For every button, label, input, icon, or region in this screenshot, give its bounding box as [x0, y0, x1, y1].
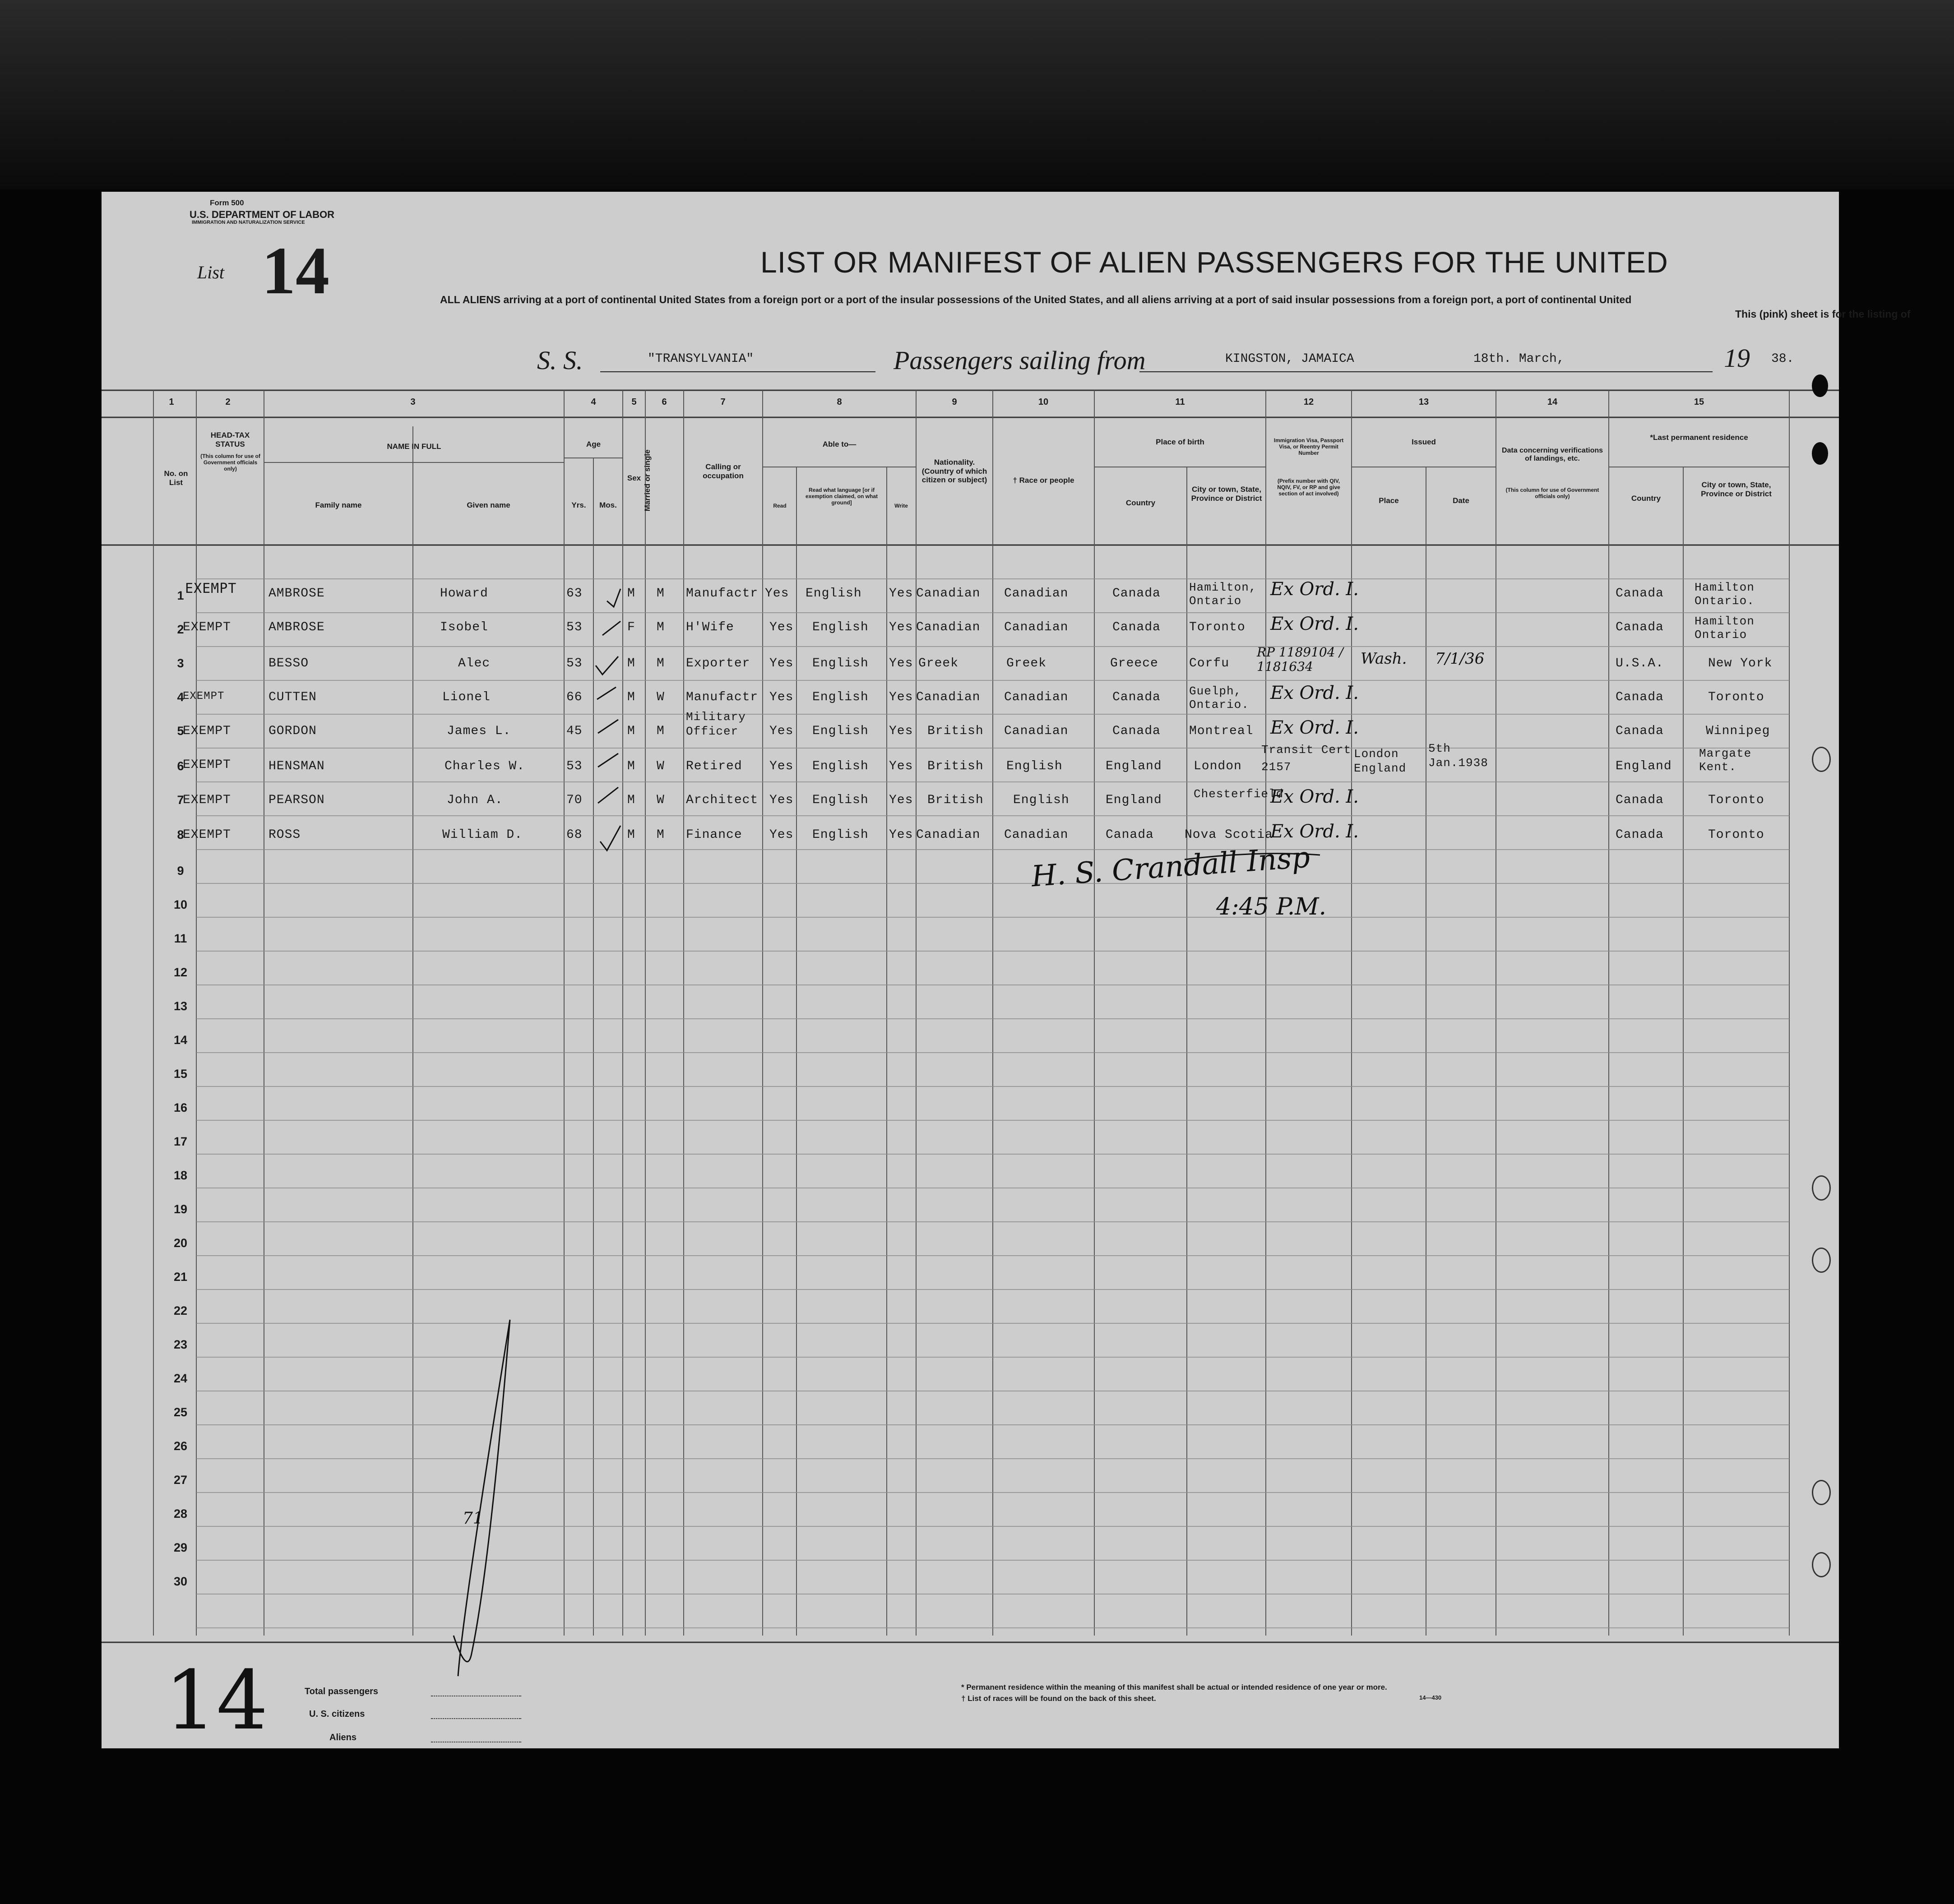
row-number: 10 — [173, 898, 188, 911]
race: Canadian — [1004, 690, 1069, 704]
age: 66 — [566, 690, 583, 704]
sex: M — [627, 656, 635, 670]
column-number: 7 — [720, 397, 726, 407]
row-number: 28 — [173, 1507, 188, 1520]
family-name: ROSS — [269, 828, 301, 842]
can-read: Yes — [769, 724, 794, 738]
residence-city: Winnipeg — [1706, 724, 1770, 738]
header-read-language: Read what language [or if exemption claimed, on what ground] — [805, 487, 878, 506]
header-calling: Calling or occupation — [703, 462, 744, 480]
form-number: Form 500 — [210, 199, 244, 207]
binder-hole — [1812, 1480, 1831, 1505]
residence-city: Hamilton Ontario. — [1695, 581, 1755, 608]
subtitle-continued: This (pink) sheet is for the listing of — [1735, 308, 1911, 320]
row-number: 27 — [173, 1473, 188, 1487]
row-number: 24 — [173, 1372, 188, 1385]
binder-hole — [1812, 1175, 1831, 1201]
total-passengers-label: Total passengers — [305, 1687, 379, 1696]
can-read: Yes — [769, 620, 794, 634]
can-read: Yes — [765, 587, 789, 601]
birth-country: Canada — [1106, 828, 1154, 842]
birth-city: Hamilton, Ontario — [1189, 581, 1257, 608]
year-suffix: 38. — [1771, 352, 1794, 366]
column-number: 13 — [1418, 397, 1429, 407]
column-number: 8 — [837, 397, 842, 407]
occupation: H'Wife — [686, 620, 734, 634]
header-read: Read — [773, 503, 787, 509]
form-code: 14—430 — [1419, 1694, 1442, 1701]
head-tax-status: EXEMPT — [185, 581, 237, 596]
birth-city: Corfu — [1189, 656, 1230, 670]
marital-status: M — [657, 587, 665, 601]
visa-number: Ex Ord. I. — [1270, 614, 1359, 634]
residence-country: Canada — [1616, 724, 1664, 738]
header-age: Age — [586, 440, 601, 448]
row-number: 4 — [177, 690, 184, 704]
birth-city: Guelph, Ontario. — [1189, 684, 1249, 712]
family-name: AMBROSE — [269, 587, 325, 601]
row-number: 30 — [173, 1575, 188, 1588]
column-number: 10 — [1038, 397, 1049, 407]
nationality: Greek — [918, 656, 959, 670]
row-number: 1 — [177, 589, 184, 602]
nationality: Canadian — [916, 620, 981, 634]
can-read: Yes — [769, 828, 794, 842]
given-name: Howard — [440, 587, 488, 601]
header-visa-note: (Prefix number with QIV, NQIV, FV, or RP and give section of act involved) — [1277, 478, 1340, 497]
header-yrs: Yrs. — [571, 501, 586, 509]
birth-country: England — [1106, 759, 1162, 773]
row-number: 7 — [177, 793, 184, 807]
family-name: PEARSON — [269, 793, 325, 807]
head-tax-status: EXEMPT — [183, 724, 231, 738]
row-number: 12 — [173, 966, 188, 979]
departure-date: 18th. March, — [1473, 352, 1565, 366]
header-last-residence: *Last permanent residence — [1650, 433, 1748, 442]
header-verification-note: (This column for use of Government officials only) — [1505, 487, 1599, 499]
issued-date: 5th Jan.1938 — [1428, 742, 1488, 770]
header-birth-city: City or town, State, Province or District — [1191, 485, 1262, 503]
inspection-time: 4:45 P.M. — [1216, 893, 1327, 920]
can-write: Yes — [889, 724, 913, 738]
residence-country: Canada — [1616, 620, 1664, 634]
age: 53 — [566, 656, 583, 670]
occupation: Architect — [686, 793, 759, 807]
marital-status: M — [657, 828, 665, 842]
header-name-in-full: NAME IN FULL — [387, 442, 441, 451]
column-number: 15 — [1694, 397, 1704, 407]
marital-status: M — [657, 656, 665, 670]
marital-status: W — [657, 690, 665, 704]
head-tax-status: EXEMPT — [183, 828, 231, 842]
subtitle: ALL ALIENS arriving at a port of continental United States from a foreign port or a port of the insular possessions of the United States, and all aliens arriving at a port of said insular possessions from a foreign port, a port of continental United — [440, 294, 1632, 305]
can-read: Yes — [769, 793, 794, 807]
birth-country: Canada — [1112, 724, 1161, 738]
visa-number: Ex Ord. I. — [1270, 717, 1359, 738]
residence-country: U.S.A. — [1616, 656, 1664, 670]
given-name: James L. — [447, 724, 511, 738]
header-place-of-birth: Place of birth — [1156, 438, 1204, 446]
column-number: 5 — [631, 397, 637, 407]
family-name: CUTTEN — [269, 690, 317, 704]
department: U.S. DEPARTMENT OF LABOR — [190, 209, 335, 220]
visa-number: Ex Ord. I. — [1270, 821, 1359, 842]
occupation: Manufactr — [686, 690, 759, 704]
race: Greek — [1006, 656, 1047, 670]
header-issued: Issued — [1412, 438, 1436, 446]
given-name: Alec — [458, 656, 491, 670]
visa-number: Ex Ord. I. — [1270, 683, 1359, 703]
row-number: 21 — [173, 1270, 188, 1284]
age: 63 — [566, 587, 583, 601]
given-name: John A. — [447, 793, 503, 807]
visa-number: Transit Cert 2157 — [1261, 743, 1352, 774]
language: English — [812, 724, 869, 738]
birth-country: Greece — [1110, 656, 1158, 670]
can-write: Yes — [889, 587, 913, 601]
nationality: British — [927, 793, 984, 807]
head-tax-status: EXEMPT — [183, 690, 225, 702]
marital-status: M — [657, 724, 665, 738]
list-number: 14 — [262, 233, 329, 308]
header-visa: Immigration Visa, Passport Visa, or Reentry Permit Number — [1273, 437, 1344, 456]
can-write: Yes — [889, 656, 913, 670]
race: Canadian — [1004, 724, 1069, 738]
marital-status: W — [657, 793, 665, 807]
head-tax-status: EXEMPT — [183, 620, 231, 634]
header-no-on-list: No. on List — [164, 469, 188, 487]
nationality: British — [927, 759, 984, 773]
visa-number: Ex Ord. I. — [1270, 579, 1359, 600]
row-number: 9 — [177, 864, 184, 878]
family-name: BESSO — [269, 656, 309, 670]
footnote-residence: * Permanent residence within the meaning of this manifest shall be actual or intended residence of one year or more. — [961, 1683, 1387, 1691]
margin-list-number: 14 — [165, 1654, 269, 1748]
birth-country: Canada — [1112, 690, 1161, 704]
age: 45 — [566, 724, 583, 738]
visa-number: Ex Ord. I. — [1270, 786, 1359, 807]
birth-city: Toronto — [1189, 620, 1246, 634]
row-number: 26 — [173, 1439, 188, 1453]
residence-city: New York — [1708, 656, 1773, 670]
column-number: 14 — [1547, 397, 1558, 407]
language: English — [812, 690, 869, 704]
sex: M — [627, 759, 635, 773]
us-citizens-label: U. S. citizens — [309, 1709, 365, 1719]
age: 70 — [566, 793, 583, 807]
year-prefix: 19 — [1724, 343, 1750, 373]
header-nationality: Nationality. (Country of which citizen or subject) — [921, 458, 987, 485]
residence-country: Canada — [1616, 587, 1664, 601]
nationality: Canadian — [916, 690, 981, 704]
can-read: Yes — [769, 690, 794, 704]
column-number: 12 — [1303, 397, 1314, 407]
birth-city: London — [1194, 759, 1242, 773]
occupation: Finance — [686, 828, 742, 842]
row-number: 15 — [173, 1067, 188, 1081]
visa-number: RP 1189104 / 1181634 — [1257, 645, 1343, 674]
residence-country: Canada — [1616, 690, 1664, 704]
row-number: 17 — [173, 1135, 188, 1148]
column-number: 2 — [225, 397, 231, 407]
departure-port: KINGSTON, JAMAICA — [1225, 352, 1354, 366]
residence-city: Toronto — [1708, 828, 1764, 842]
family-name: AMBROSE — [269, 620, 325, 634]
birth-city: Montreal — [1189, 724, 1254, 738]
occupation: Military Officer — [686, 710, 746, 738]
row-number: 22 — [173, 1304, 188, 1317]
row-number: 16 — [173, 1101, 188, 1114]
header-race: † Race or people — [1013, 476, 1074, 485]
row-number: 14 — [173, 1033, 188, 1047]
column-number: 9 — [952, 397, 957, 407]
language: English — [812, 793, 869, 807]
given-name: Charles W. — [445, 759, 525, 773]
header-residence-country: Country — [1631, 494, 1661, 503]
header-head-tax: HEAD-TAX STATUS — [210, 431, 250, 448]
occupation: Exporter — [686, 656, 750, 670]
header-sex: Sex — [627, 474, 641, 482]
row-number: 18 — [173, 1169, 188, 1182]
row-number: 6 — [177, 759, 184, 773]
marital-status: M — [657, 620, 665, 634]
ship-name: "TRANSYLVANIA" — [648, 352, 754, 366]
can-write: Yes — [889, 793, 913, 807]
nationality: Canadian — [916, 587, 981, 601]
race: English — [1013, 793, 1070, 807]
column-number: 3 — [410, 397, 416, 407]
age: 68 — [566, 828, 583, 842]
residence-country: Canada — [1616, 793, 1664, 807]
language: English — [812, 620, 869, 634]
birth-country: Canada — [1112, 620, 1161, 634]
sex: M — [627, 724, 635, 738]
header-verification: Data concerning verifications of landings, etc. — [1501, 447, 1603, 463]
race: English — [1006, 759, 1063, 773]
race: Canadian — [1004, 828, 1069, 842]
page-title: LIST OR MANIFEST OF ALIEN PASSENGERS FOR THE UNITED — [760, 245, 1668, 279]
row-number: 13 — [173, 999, 188, 1013]
can-write: Yes — [889, 690, 913, 704]
age: 53 — [566, 620, 583, 634]
marital-status: W — [657, 759, 665, 773]
given-name: William D. — [442, 828, 523, 842]
sex: F — [627, 620, 635, 634]
language: English — [812, 656, 869, 670]
can-write: Yes — [889, 620, 913, 634]
race: Canadian — [1004, 587, 1069, 601]
column-number: 6 — [662, 397, 667, 407]
scan-background — [0, 0, 1954, 189]
occupation: Manufactr — [686, 587, 759, 601]
sailing-label: Passengers sailing from — [894, 346, 1146, 375]
head-tax-status: EXEMPT — [183, 793, 231, 807]
family-name: GORDON — [269, 724, 317, 738]
given-name: Isobel — [440, 620, 488, 634]
column-number: 11 — [1175, 397, 1185, 407]
manifest-page — [102, 192, 1911, 1748]
row-number: 5 — [177, 724, 184, 738]
birth-country: England — [1106, 793, 1162, 807]
can-read: Yes — [769, 759, 794, 773]
can-write: Yes — [889, 759, 913, 773]
column-number: 4 — [591, 397, 596, 407]
header-family-name: Family name — [315, 501, 362, 509]
issued-date: 7/1/36 — [1435, 650, 1485, 668]
sex: M — [627, 828, 635, 842]
aliens-label: Aliens — [329, 1733, 357, 1742]
language: English — [812, 828, 869, 842]
nationality: British — [927, 724, 984, 738]
can-write: Yes — [889, 828, 913, 842]
family-name: HENSMAN — [269, 759, 325, 773]
header-head-tax-note: (This column for use of Government officials only) — [200, 453, 260, 472]
can-read: Yes — [769, 656, 794, 670]
occupation: Retired — [686, 759, 742, 773]
age: 53 — [566, 759, 583, 773]
table-grid — [102, 192, 1839, 1748]
row-number: 19 — [173, 1202, 188, 1216]
header-given-name: Given name — [467, 501, 510, 509]
issued-place: London England — [1354, 747, 1407, 775]
residence-city: Toronto — [1708, 793, 1764, 807]
sex: M — [627, 793, 635, 807]
binder-hole — [1812, 747, 1831, 772]
binder-hole — [1812, 442, 1828, 465]
row-number: 3 — [177, 656, 184, 670]
header-residence-city: City or town, State, Province or District — [1701, 481, 1772, 498]
row-number: 20 — [173, 1236, 188, 1250]
sex: M — [627, 587, 635, 601]
row-number: 23 — [173, 1338, 188, 1351]
residence-country: England — [1616, 759, 1672, 773]
header-mos: Mos. — [599, 501, 617, 509]
language: English — [806, 587, 862, 601]
residence-country: Canada — [1616, 828, 1664, 842]
nationality: Canadian — [916, 828, 981, 842]
inspector-signature: H. S. Crandall Insp — [1030, 841, 1311, 894]
race: Canadian — [1004, 620, 1069, 634]
header-write: Write — [894, 503, 908, 509]
row-number: 11 — [174, 932, 187, 945]
residence-city: Hamilton Ontario — [1695, 615, 1755, 642]
ss-label: S. S. — [537, 346, 583, 375]
binder-hole — [1812, 1248, 1831, 1273]
header-married: Married or single — [643, 449, 652, 512]
residence-city: Toronto — [1708, 690, 1764, 704]
footnote-races: † List of races will be found on the back of this sheet. — [961, 1694, 1156, 1703]
header-birth-country: Country — [1125, 499, 1156, 507]
birth-city: Chesterfield — [1194, 787, 1284, 801]
row-number: 25 — [173, 1405, 188, 1419]
binder-hole — [1812, 374, 1828, 397]
language: English — [812, 759, 869, 773]
header-able-to: Able to— — [822, 440, 857, 448]
binder-hole — [1812, 1552, 1831, 1577]
us-citizens-line — [431, 1718, 521, 1719]
header-issued-date: Date — [1453, 496, 1469, 505]
row-number: 2 — [177, 623, 184, 636]
residence-city: Margate Kent. — [1699, 747, 1752, 774]
tally-count: 71 — [463, 1509, 483, 1528]
head-tax-status: EXEMPT — [183, 758, 231, 772]
header-issued-place: Place — [1379, 496, 1399, 505]
row-number: 29 — [173, 1541, 188, 1554]
birth-city: Nova Scotia — [1185, 828, 1273, 842]
sex: M — [627, 690, 635, 704]
given-name: Lionel — [442, 690, 491, 704]
birth-country: Canada — [1112, 587, 1161, 601]
issued-place: Wash. — [1361, 650, 1407, 668]
column-number: 1 — [169, 397, 174, 407]
list-label: List — [197, 262, 225, 282]
service: IMMIGRATION AND NATURALIZATION SERVICE — [192, 220, 305, 225]
row-number: 8 — [177, 828, 184, 841]
